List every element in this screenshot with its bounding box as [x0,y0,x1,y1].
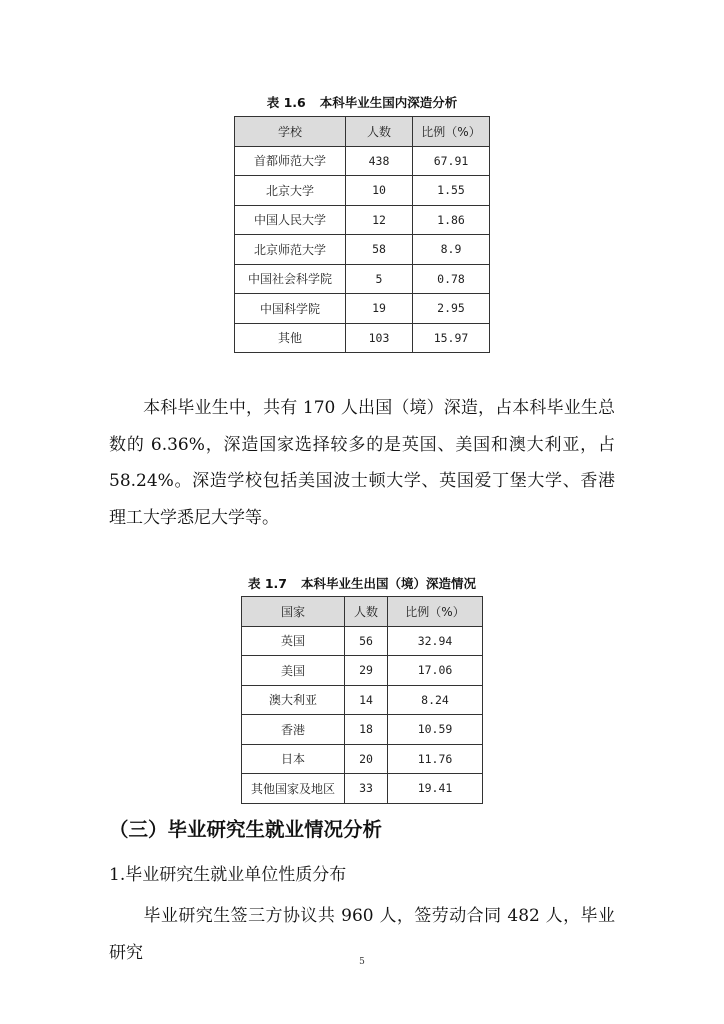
table-row [235,205,490,235]
table-cell-count: 20 [345,744,388,774]
table-row [242,715,483,745]
table-cell-school: 首都师范大学 [235,146,346,176]
table-row [242,744,483,774]
table-cell-count: 438 [346,146,413,176]
table-cell-country: 其他国家及地区 [242,774,345,804]
table-cell-percent: 1.55 [413,176,490,206]
table-cell-count: 29 [345,656,388,686]
paragraph-overseas-study-text: 本科毕业生中，共有 170 人出国（境）深造，占本科毕业生总数的 6.36%，深造国家选择较多的是英国、美国和澳大利亚，占 58.24%。深造学校包括美国波士顿大学、英国爱丁堡大学、香港理工大学悉尼大学等。 [109,398,615,528]
table-cell-percent: 8.24 [388,685,483,715]
table-row [235,323,490,353]
table-row [235,294,490,324]
table-cell-count: 103 [346,323,413,353]
table-cell-percent: 0.78 [413,264,490,294]
table-row [235,264,490,294]
table-1-6-caption [0,93,724,111]
table-cell-country: 英国 [242,626,345,656]
table-cell-percent: 17.06 [388,656,483,686]
table-header-cell: 人数 [346,117,413,147]
table-cell-count: 33 [345,774,388,804]
table-header-cell: 人数 [345,597,388,627]
paragraph-graduate-contracts-text: 毕业研究生签三方协议共 960 人，签劳动合同 482 人，毕业研究 [109,906,615,963]
table-cell-count: 5 [346,264,413,294]
table-cell-school: 中国人民大学 [235,205,346,235]
table-header-cell: 学校 [235,117,346,147]
table-row [235,146,490,176]
table-cell-school: 中国社会科学院 [235,264,346,294]
table-cell-country: 美国 [242,656,345,686]
table-cell-count: 10 [346,176,413,206]
table-cell-percent: 32.94 [388,626,483,656]
table-row [235,176,490,206]
table-1-7 [241,596,483,804]
table-header-cell: 比例（%） [413,117,490,147]
table-1-7-caption-title: 本科毕业生出国（境）深造情况 [300,576,476,591]
table-cell-percent: 10.59 [388,715,483,745]
table-cell-percent: 1.86 [413,205,490,235]
table-1-6-caption-number: 表 1.6 [266,95,306,110]
table-cell-count: 12 [346,205,413,235]
table-cell-school: 北京大学 [235,176,346,206]
table-row [242,626,483,656]
table-1-7-caption [0,574,724,592]
table-cell-school: 中国科学院 [235,294,346,324]
table-header-row [235,117,490,147]
paragraph-overseas-study [109,390,615,536]
sub-heading: 1.毕业研究生就业单位性质分布 [109,865,347,885]
table-cell-country: 澳大利亚 [242,685,345,715]
table-cell-percent: 19.41 [388,774,483,804]
table-cell-country: 日本 [242,744,345,774]
table-cell-count: 19 [346,294,413,324]
table-cell-school: 其他 [235,323,346,353]
table-row [242,656,483,686]
table-1-6-caption-title: 本科毕业生国内深造分析 [319,95,458,110]
table-header-cell: 国家 [242,597,345,627]
table-row [242,685,483,715]
table-cell-count: 58 [346,235,413,265]
table-row [235,235,490,265]
table-cell-count: 56 [345,626,388,656]
table-cell-percent: 67.91 [413,146,490,176]
table-cell-count: 14 [345,685,388,715]
table-cell-percent: 8.9 [413,235,490,265]
table-cell-school: 北京师范大学 [235,235,346,265]
table-header-row [242,597,483,627]
table-cell-percent: 15.97 [413,323,490,353]
table-cell-country: 香港 [242,715,345,745]
table-1-6 [234,116,490,353]
table-header-cell: 比例（%） [388,597,483,627]
table-row [242,774,483,804]
table-cell-percent: 11.76 [388,744,483,774]
table-cell-percent: 2.95 [413,294,490,324]
table-1-7-caption-number: 表 1.7 [247,576,287,591]
page-number: 5 [359,957,365,967]
table-cell-count: 18 [345,715,388,745]
section-heading: （三）毕业研究生就业情况分析 [109,818,383,841]
